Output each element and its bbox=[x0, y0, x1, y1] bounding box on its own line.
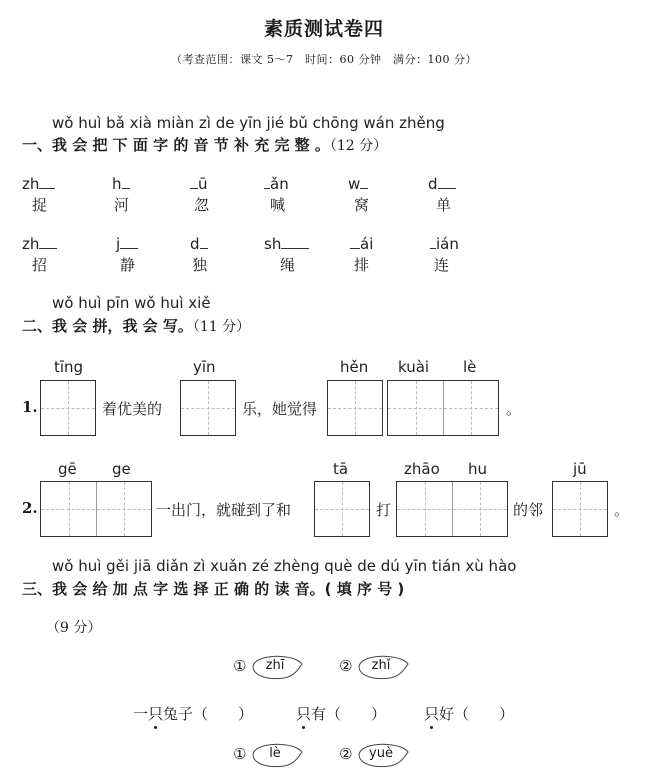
character: 连 bbox=[434, 256, 450, 274]
section1-heading-text: 一、我 会 把 下 面 字 的 音 节 补 充 完 整 。 bbox=[22, 136, 330, 154]
syllable-item[interactable]: h 河 bbox=[112, 175, 130, 214]
pinyin-hint: hu bbox=[468, 460, 488, 478]
question-item[interactable]: 只好（ ） bbox=[424, 705, 515, 723]
writing-grid-double[interactable] bbox=[387, 380, 499, 436]
syllable-item[interactable]: ián 连 bbox=[430, 234, 459, 275]
pinyin-hint: lè bbox=[463, 358, 477, 376]
period: 。 bbox=[506, 400, 522, 418]
option-le4[interactable]: lè bbox=[250, 742, 304, 768]
character: 捉 bbox=[32, 196, 48, 214]
syllable-item[interactable]: ū 忽 bbox=[190, 174, 209, 215]
pinyin-hint: tā bbox=[333, 460, 349, 478]
answer-blank[interactable] bbox=[438, 188, 456, 189]
section3-score: （9 分） bbox=[46, 620, 102, 636]
section2-pinyin: wǒ huì pīn wǒ huì xiě bbox=[52, 294, 211, 312]
option-yue4[interactable]: yuè bbox=[356, 742, 410, 768]
section1-pinyin: wǒ huì bǎ xià miàn zì de yīn jié bǔ chōng wán zhěng bbox=[52, 114, 445, 132]
option-marker: ① bbox=[233, 657, 247, 675]
question-item[interactable]: 只有（ ） bbox=[296, 705, 387, 723]
section1-score: （12 分） bbox=[329, 138, 388, 154]
character: 招 bbox=[32, 256, 48, 274]
writing-grid[interactable] bbox=[327, 380, 383, 436]
page-title: 素质测试卷四 bbox=[263, 18, 384, 40]
answer-blank[interactable] bbox=[122, 188, 130, 189]
option-marker: ① bbox=[233, 745, 247, 763]
answer-blank[interactable] bbox=[190, 188, 198, 189]
writing-grid[interactable] bbox=[180, 380, 236, 436]
answer-blank[interactable] bbox=[360, 188, 368, 189]
dotted-char: 只 bbox=[148, 705, 164, 723]
section1-heading bbox=[22, 134, 387, 155]
character: 绳 bbox=[280, 256, 296, 274]
question-number: 1. bbox=[22, 398, 38, 416]
writing-grid[interactable] bbox=[314, 481, 370, 537]
writing-grid[interactable] bbox=[40, 380, 96, 436]
character: 忽 bbox=[194, 196, 210, 214]
sentence-text: 的邻 bbox=[513, 501, 544, 519]
pinyin-hint: jū bbox=[573, 460, 587, 478]
writing-grid-double[interactable] bbox=[396, 481, 508, 537]
section2-heading bbox=[22, 315, 250, 336]
section3-heading: 三、我 会 给 加 点 字 选 择 正 确 的 读 音。( 填 序 号 ) bbox=[22, 580, 405, 598]
pinyin-hint: tīng bbox=[54, 358, 84, 376]
character: 单 bbox=[436, 196, 452, 214]
pinyin-hint: gē bbox=[58, 460, 77, 478]
pinyin-hint: yīn bbox=[193, 358, 216, 376]
syllable-item[interactable]: zh 捉 bbox=[22, 174, 55, 215]
character: 河 bbox=[114, 196, 130, 214]
section2-score: （11 分） bbox=[192, 319, 251, 335]
question-item[interactable]: 一只兔子（ ） bbox=[133, 705, 254, 723]
sentence-text: 着优美的 bbox=[102, 400, 163, 418]
syllable-item[interactable]: ǎn 喊 bbox=[264, 174, 289, 215]
pinyin-hint: zhāo bbox=[404, 460, 440, 478]
period: 。 bbox=[614, 501, 630, 519]
answer-blank[interactable] bbox=[350, 248, 360, 249]
answer-blank[interactable] bbox=[281, 248, 309, 249]
section2-heading-text: 二、我 会 拼，我 会 写。 bbox=[22, 317, 193, 335]
syllable-item[interactable]: w 窝 bbox=[348, 175, 370, 214]
sentence-text: 打 bbox=[376, 501, 392, 519]
syllable-item[interactable]: d 独 bbox=[190, 235, 208, 274]
answer-blank[interactable] bbox=[39, 188, 55, 189]
pinyin-hint: hěn bbox=[340, 358, 369, 376]
answer-blank[interactable] bbox=[120, 248, 138, 249]
exam-info: （考查范围：课文 5～7 时间：60 分钟 满分：100 分） bbox=[171, 53, 477, 66]
syllable-item[interactable]: sh 绳 bbox=[264, 234, 309, 275]
option-zhi3[interactable]: zhǐ bbox=[356, 654, 410, 680]
sentence-text: 乐，她觉得 bbox=[242, 400, 318, 418]
character: 静 bbox=[120, 256, 136, 274]
writing-grid-double[interactable] bbox=[40, 481, 152, 537]
option-marker: ② bbox=[339, 657, 353, 675]
option-marker: ② bbox=[339, 745, 353, 763]
character: 喊 bbox=[270, 196, 286, 214]
dotted-char: 只 bbox=[424, 705, 440, 723]
character: 窝 bbox=[354, 196, 370, 214]
sentence-text: 一出门，就碰到了和 bbox=[156, 501, 292, 519]
writing-grid[interactable] bbox=[552, 481, 608, 537]
option-zhi1[interactable]: zhī bbox=[250, 654, 304, 680]
character: 排 bbox=[354, 256, 370, 274]
syllable-item[interactable]: d 单 bbox=[428, 174, 456, 215]
question-number: 2. bbox=[22, 499, 38, 517]
section3-pinyin: wǒ huì gěi jiā diǎn zì xuǎn zé zhèng què de dú yīn tián xù hào bbox=[52, 557, 517, 575]
character: 独 bbox=[192, 256, 208, 274]
pinyin-hint: kuài bbox=[398, 358, 430, 376]
answer-blank[interactable] bbox=[200, 248, 208, 249]
syllable-item[interactable]: zh 招 bbox=[22, 234, 57, 275]
pinyin-hint: ge bbox=[112, 460, 131, 478]
dotted-char: 只 bbox=[296, 705, 312, 723]
answer-blank[interactable] bbox=[39, 248, 57, 249]
syllable-item[interactable]: ái 排 bbox=[350, 234, 373, 275]
syllable-item[interactable]: j 静 bbox=[116, 234, 138, 275]
